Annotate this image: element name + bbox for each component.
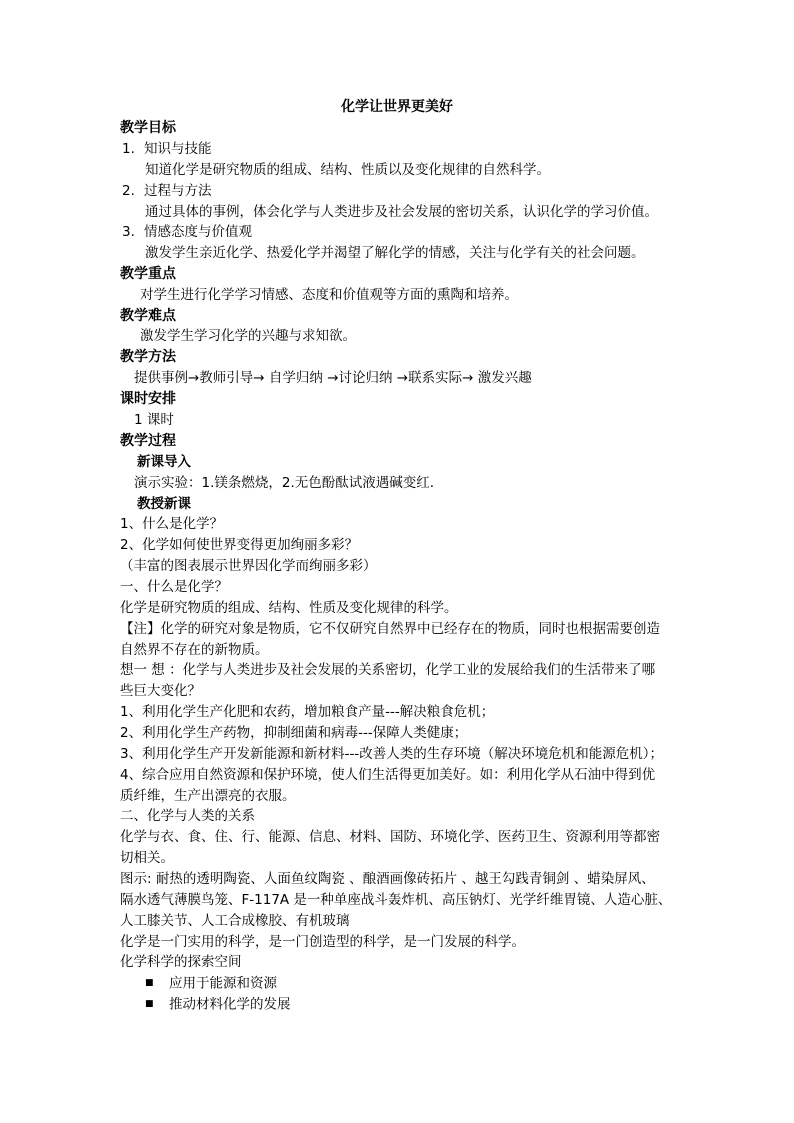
heading-key-points: 教学重点 bbox=[120, 266, 176, 282]
body-line: 二、化学与人类的关系 bbox=[120, 808, 255, 824]
bullet-square-icon: ■ bbox=[145, 978, 154, 988]
bullet-text: 应用于能源和资源 bbox=[169, 975, 277, 992]
document-title: 化学让世界更美好 bbox=[341, 99, 453, 115]
item-number: 2. bbox=[122, 183, 135, 199]
bullet-square-icon: ■ bbox=[145, 999, 154, 1009]
heading-teaching-method: 教学方法 bbox=[120, 349, 176, 365]
body-line: 切相关。 bbox=[120, 850, 174, 866]
heading-class-hours: 课时安排 bbox=[120, 391, 176, 407]
body-line: 一、什么是化学？ bbox=[120, 579, 228, 595]
goal-item-2 bbox=[122, 181, 212, 202]
body-line: （丰富的图表展示世界因化学而绚丽多彩） bbox=[120, 558, 377, 574]
bullet-item bbox=[145, 973, 277, 995]
demo-experiment-text: 演示实验：1.镁条燃烧，2.无色酚酞试液遇碱变红. bbox=[134, 475, 435, 491]
body-line: 化学与衣、食、住、行、能源、信息、材料、国防、环境化学、医药卫生、资源利用等都密 bbox=[120, 829, 660, 845]
body-line: 【注】化学的研究对象是物质，它不仅研究自然界中已经存在的物质，同时也根据需要创造 bbox=[120, 621, 660, 637]
difficult-points-text: 激发学生学习化学的兴趣与求知欲。 bbox=[140, 328, 356, 344]
bullet-text: 推动材料化学的发展 bbox=[169, 996, 291, 1013]
body-line: 3、利用化学生产开发新能源和新材料---改善人类的生存环境（解决环境危机和能源危机）； bbox=[120, 746, 663, 762]
goal-item-3-text: 激发学生亲近化学、热爱化学并渴望了解化学的情感，关注与化学有关的社会问题。 bbox=[145, 245, 645, 261]
goal-item-2-text: 通过具体的事例，体会化学与人类进步及社会发展的密切关系，认识化学的学习价值。 bbox=[145, 204, 658, 220]
goal-item-1 bbox=[122, 139, 212, 160]
body-line: 图示: 耐热的透明陶瓷、人面鱼纹陶瓷 、酿酒画像砖拓片 、越王勾践青铜剑 、蜡染屏风、 bbox=[120, 871, 655, 887]
bullet-item bbox=[145, 994, 291, 1016]
body-line: 化学是一门实用的科学，是一门创造型的科学，是一门发展的科学。 bbox=[120, 934, 525, 950]
body-line: 化学科学的探索空间 bbox=[120, 954, 242, 970]
body-line: 质纤维，生产出漂亮的衣服。 bbox=[120, 788, 296, 804]
class-hours-text: 1 课时 bbox=[134, 412, 174, 428]
goal-item-3 bbox=[122, 222, 252, 243]
heading-teaching-process: 教学过程 bbox=[120, 433, 176, 449]
body-line: 自然界不存在的新物质。 bbox=[120, 642, 269, 658]
item-label: 知识与技能 bbox=[144, 141, 212, 157]
item-number: 3. bbox=[122, 224, 135, 240]
heading-teaching-goals: 教学目标 bbox=[120, 120, 176, 136]
body-line: 想一 想 ：化学与人类进步及社会发展的关系密切，化学工业的发展给我们的生活带来了哪 bbox=[120, 662, 656, 678]
body-line: 2、利用化学生产药物，抑制细菌和病毒---保障人类健康； bbox=[120, 725, 468, 741]
body-line: 1、什么是化学？ bbox=[120, 516, 224, 532]
item-label: 情感态度与价值观 bbox=[144, 224, 252, 240]
body-line: 人工膝关节、人工合成橡胶、有机玻璃 bbox=[120, 913, 350, 929]
body-line: 隔水透气薄膜鸟笼、F-117A 是一种单座战斗轰炸机、高压钠灯、光学纤维胃镜、人造心脏、 bbox=[120, 892, 672, 908]
goal-item-1-text: 知道化学是研究物质的组成、结构、性质以及变化规律的自然科学。 bbox=[145, 162, 550, 178]
heading-difficult-points: 教学难点 bbox=[120, 308, 176, 324]
item-number: 1. bbox=[122, 141, 135, 157]
subheading-new-lesson-intro: 新课导入 bbox=[137, 454, 191, 470]
item-label: 过程与方法 bbox=[144, 183, 212, 199]
key-points-text: 对学生进行化学学习情感、态度和价值观等方面的熏陶和培养。 bbox=[140, 287, 518, 303]
body-line: 化学是研究物质的组成、结构、性质及变化规律的科学。 bbox=[120, 600, 458, 616]
body-line: 2、化学如何使世界变得更加绚丽多彩？ bbox=[120, 537, 359, 553]
teaching-method-text: 提供事例→教师引导→ 自学归纳 →讨论归纳 →联系实际→ 激发兴趣 bbox=[134, 370, 532, 386]
body-line: 些巨大变化？ bbox=[120, 683, 201, 699]
body-line: 4、综合应用自然资源和保护环境，使人们生活得更加美好。如：利用化学从石油中得到优 bbox=[120, 767, 656, 783]
subheading-teaching-new: 教授新课 bbox=[137, 496, 191, 512]
body-line: 1、利用化学生产化肥和农药，增加粮食产量---解决粮食危机； bbox=[120, 704, 495, 720]
